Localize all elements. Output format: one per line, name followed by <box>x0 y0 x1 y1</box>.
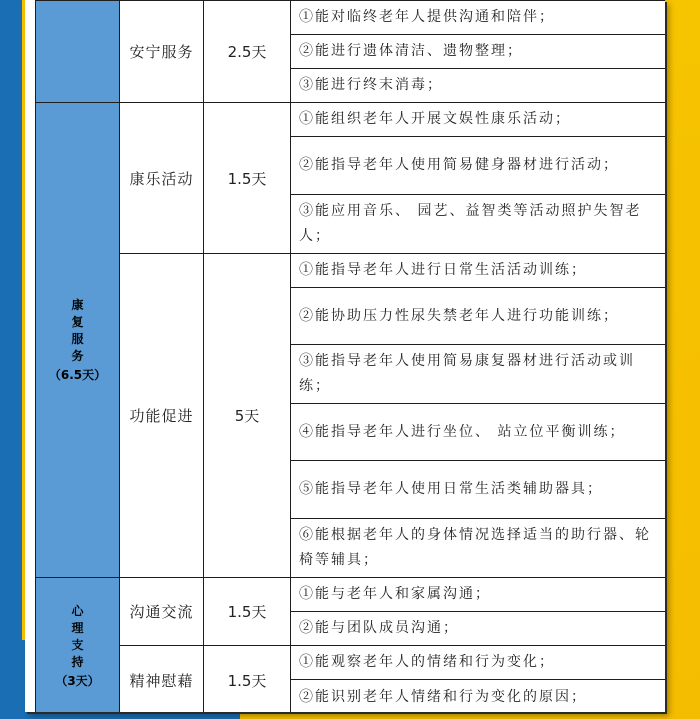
category-cell-previous <box>36 1 120 103</box>
background-yellow-strip <box>662 0 700 719</box>
ability-item: ④能指导老年人进行坐位、 站立位平衡训练； <box>291 404 666 461</box>
ability-item: ③能进行终末消毒； <box>291 69 666 103</box>
module-days: 2.5天 <box>204 1 291 103</box>
category-days: （6.5天） <box>48 367 107 382</box>
ability-item: ②能指导老年人使用简易健身器材进行活动； <box>291 137 666 195</box>
ability-item: ①能组织老年人开展文娱性康乐活动； <box>291 103 666 137</box>
category-name: 康复服务 <box>71 297 84 363</box>
ability-item: ②能进行遗体清洁、遗物整理； <box>291 35 666 69</box>
module-days: 1.5天 <box>204 103 291 254</box>
ability-item: ②能识别老年人情绪和行为变化的原因； <box>291 680 666 713</box>
training-schedule-table <box>35 0 665 712</box>
ability-item: ①能与老年人和家属沟通； <box>291 578 666 612</box>
ability-item: ①能对临终老年人提供沟通和陪伴； <box>291 1 666 35</box>
module-days: 5天 <box>204 254 291 578</box>
module-name: 功能促进 <box>120 254 204 578</box>
ability-item: ②能协助压力性尿失禁老年人进行功能训练； <box>291 288 666 345</box>
table-row <box>36 254 666 288</box>
module-name: 安宁服务 <box>120 1 204 103</box>
ability-item: ①能观察老年人的情绪和行为变化； <box>291 646 666 680</box>
ability-item: ③能应用音乐、 园艺、益智类等活动照护失智老人； <box>291 195 666 254</box>
background-blue-strip <box>0 0 22 719</box>
module-days: 1.5天 <box>204 578 291 646</box>
ability-item: ⑤能指导老年人使用日常生活类辅助器具； <box>291 461 666 519</box>
ability-item: ③能指导老年人使用简易康复器材进行活动或训练； <box>291 345 666 404</box>
ability-item: ①能指导老年人进行日常生活活动训练； <box>291 254 666 288</box>
category-name: 心理支持 <box>71 604 84 669</box>
table-row <box>36 578 666 612</box>
category-cell <box>36 103 120 578</box>
module-days: 1.5天 <box>204 646 291 713</box>
module-name: 康乐活动 <box>120 103 204 254</box>
category-cell <box>36 578 120 713</box>
table-row <box>36 646 666 680</box>
table-row <box>36 1 666 35</box>
ability-item: ⑥能根据老年人的身体情况选择适当的助行器、轮椅等辅具； <box>291 519 666 578</box>
module-name: 沟通交流 <box>120 578 204 646</box>
ability-item: ②能与团队成员沟通； <box>291 612 666 646</box>
training-schedule-card <box>25 0 665 712</box>
table-row <box>36 103 666 137</box>
category-days: （3天） <box>55 674 100 688</box>
module-name: 精神慰藉 <box>120 646 204 713</box>
